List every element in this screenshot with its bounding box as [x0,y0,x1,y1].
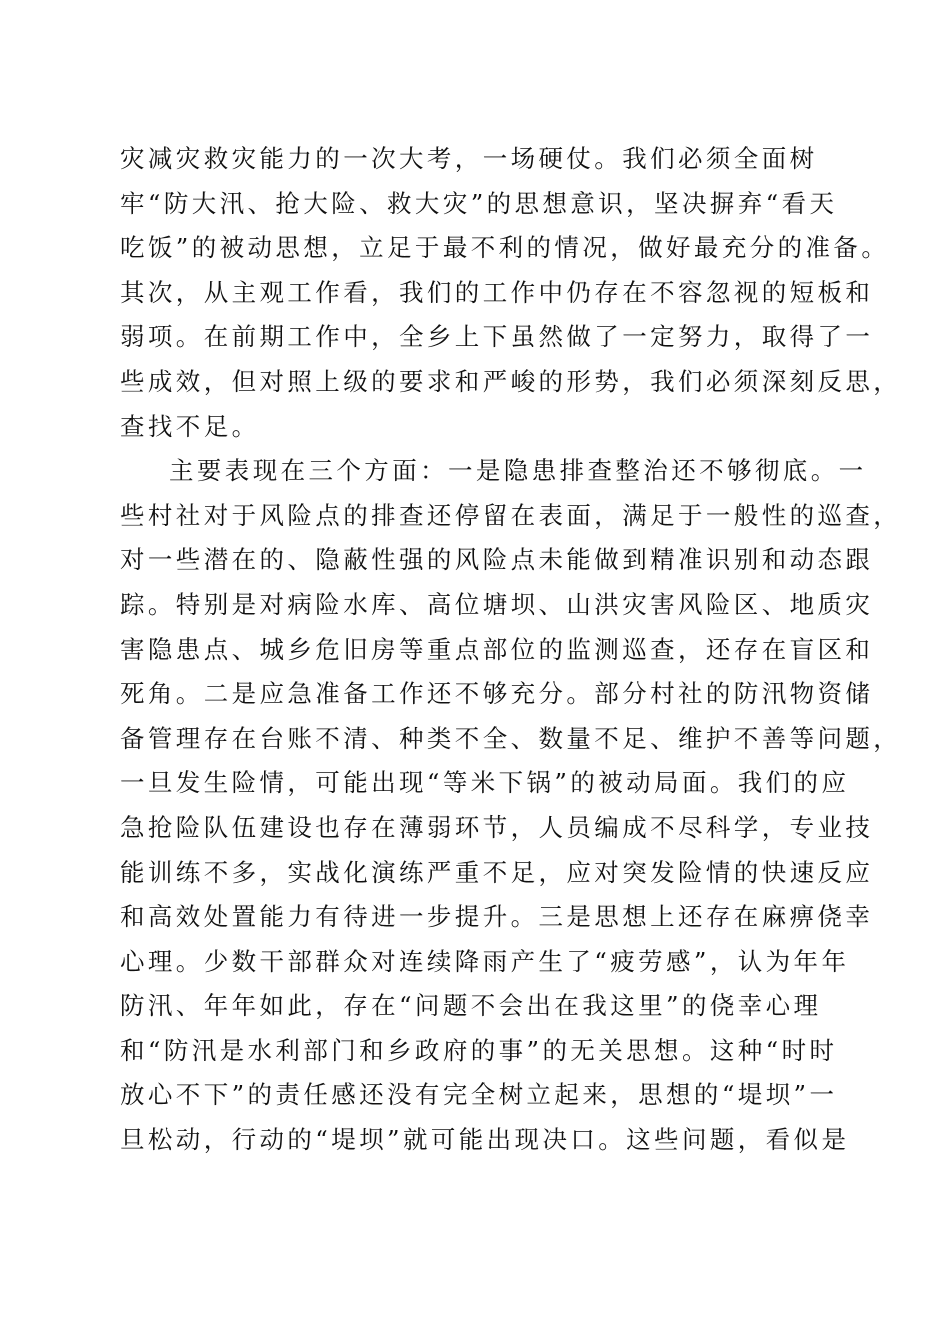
text-line: 放心不下”的责任感还没有完全树立起来，思想的“堤坝”一 [120,1080,838,1110]
document-body [120,137,902,1163]
text-line: 备管理存在台账不清、种类不全、数量不足、维护不善等问题， [120,723,902,753]
text-line: 害隐患点、城乡危旧房等重点部位的监测巡查，还存在盲区和 [120,634,874,664]
text-line: 吃饭”的被动思想，立足于最不利的情况，做好最充分的准备。 [120,233,890,263]
text-line: 急抢险队伍建设也存在薄弱环节，人员编成不尽科学，专业技 [120,812,874,842]
text-line: 死角。二是应急准备工作还不够充分。部分村社的防汛物资储 [120,679,874,709]
text-line: 牢“防大汛、抢大险、救大灾”的思想意识，坚决摒弃“看天 [120,188,838,218]
paragraph-first-line: 主要表现在三个方面：一是隐患排查整治还不够彻底。一 [169,456,867,486]
text-line: 查找不足。 [120,411,260,441]
text-line: 其次，从主观工作看，我们的工作中仍存在不容忽视的短板和 [120,277,874,307]
text-line: 踪。特别是对病险水库、高位塘坝、山洪灾害风险区、地质灾 [120,589,874,619]
text-line: 些成效，但对照上级的要求和严峻的形势，我们必须深刻反思， [120,366,902,396]
text-line: 心理。少数干部群众对连续降雨产生了“疲劳感”，认为年年 [120,946,850,976]
text-line: 和“防汛是水利部门和乡政府的事”的无关思想。这种“时时 [120,1035,838,1065]
text-line: 灾减灾救灾能力的一次大考，一场硬仗。我们必须全面树 [120,144,818,173]
text-line: 和高效处置能力有待进一步提升。三是思想上还存在麻痹侥幸 [120,902,874,932]
text-line: 防汛、年年如此，存在“问题不会出在我这里”的侥幸心理 [120,991,822,1021]
text-line: 旦松动，行动的“堤坝”就可能出现决口。这些问题，看似是 [120,1125,850,1155]
text-line: 能训练不多，实战化演练严重不足，应对突发险情的快速反应 [120,857,874,887]
text-line: 弱项。在前期工作中，全乡上下虽然做了一定努力，取得了一 [120,322,874,352]
text-line: 对一些潜在的、隐蔽性强的风险点未能做到精准识别和动态跟 [120,545,874,575]
text-line: 些村社对于风险点的排查还停留在表面，满足于一般性的巡查， [120,500,902,530]
text-line: 一旦发生险情，可能出现“等米下锅”的被动局面。我们的应 [120,768,850,798]
